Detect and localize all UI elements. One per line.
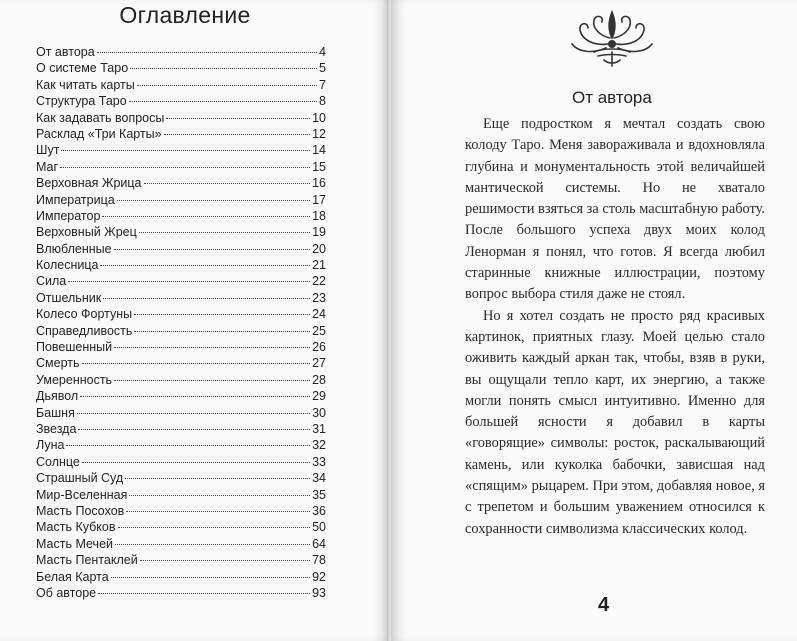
toc-entry [36,454,326,470]
toc-entry-label: Сила [36,274,67,289]
toc-entry-page: 12 [312,126,326,141]
toc-entry-label: Колесо Фортуны [36,307,133,322]
toc-entry-page: 27 [312,356,326,371]
toc-entry-page: 35 [312,487,326,502]
toc-dot-leader [118,527,311,528]
toc-entry-label: Император [36,208,101,223]
toc-dot-leader [103,298,310,299]
toc-dot-leader [114,380,310,381]
toc-entry-label: От автора [36,45,95,59]
toc-entry-page: 20 [312,241,326,256]
toc-entry [36,93,326,109]
toc-entry-page: 92 [312,569,326,584]
toc-dot-leader [137,85,317,86]
toc-entry [36,175,326,191]
toc-dot-leader [125,478,310,479]
toc-dot-leader [80,396,310,397]
toc-dot-leader [82,363,311,364]
toc-entry-label: Маг [36,159,59,174]
toc-entry-page: 36 [312,503,326,518]
toc-entry-page: 28 [312,372,326,387]
toc-entry [36,77,326,93]
toc-entry-page: 8 [319,94,326,109]
toc-entry [36,552,326,568]
toc-entry-label: Императрица [36,192,115,207]
toc-entry-page: 4 [319,45,326,59]
toc-dot-leader [129,495,310,496]
toc-entry-page: 15 [312,159,326,174]
body-text [465,114,765,540]
left-page [0,0,388,641]
toc-entry [36,290,326,306]
section-title: От автора [572,88,652,107]
toc-entry [36,421,326,437]
toc-dot-leader [97,52,317,53]
toc-entry [36,323,326,339]
toc-dot-leader [117,200,310,201]
toc-entry-label: Луна [36,438,65,453]
toc-entry-page: 50 [312,520,326,535]
toc-entry-page: 93 [312,585,326,600]
paragraph-1: Еще подростком я мечтал создать свою колоду Таро. Меня завораживала и вдохновляла глубина и монументальность этой величайшей мантической системы. Но не хватало решимости взяться за столь масштабную работу. После большого успеха двух моих колод Ленорман я понял, что готов. Я всегда любил старинные книжные иллюстрации, поэтому вопрос выбора стиля даже не стоял. [465,116,765,303]
paragraph-2: Но я хотел создать не просто ряд красивых картинок, приятных глазу. Моей целью стало оживить каждый аркан так, чтобы, взяв в руки, вы ощущали тепло карт, их энергию, а также могли понять смысл интуитивно. Именно для большей ясности я добавил в карты «говорящие» символы: росток, раскалывающий камень, или куколка бабочки, зависшая над «спящим» рыцарем. При этом, добавляя новое, я с трепетом и большим уважением относился к сохранности символизма классических колод. [465,307,765,537]
toc-entry-label: Солнце [36,454,80,469]
toc-entry [36,126,326,142]
toc-entry-page: 29 [312,389,326,404]
toc-dot-leader [102,216,310,217]
toc-entry-label: Масть Пентаклей [36,553,138,568]
toc-entry [36,437,326,453]
toc-entry [36,503,326,519]
toc-dot-leader [114,249,311,250]
toc-entry [36,110,326,126]
toc-entry-page: 24 [312,307,326,322]
toc-entry-label: Башня [36,405,75,420]
toc-entry-page: 64 [312,536,326,551]
toc-entry-page: 10 [312,110,326,125]
toc-entry-label: Смерть [36,356,80,371]
toc-dot-leader [129,101,317,102]
toc-entry-page: 78 [312,553,326,568]
toc-dot-leader [61,150,310,151]
toc-entry-label: Структура Таро [36,94,127,109]
toc-dot-leader [134,331,310,332]
toc-entry-label: Дьявол [36,389,79,404]
toc-dot-leader [100,265,310,266]
toc-dot-leader [60,167,310,168]
toc-entry [36,339,326,355]
toc-entry [36,257,326,273]
toc-entry [36,487,326,503]
toc-entry-label: Звезда [36,421,77,436]
toc-dot-leader [111,577,310,578]
toc-entry-label: Влюбленные [36,241,112,256]
toc-entry-page: 26 [312,340,326,355]
toc-entry-label: Масть Кубков [36,520,116,535]
toc-entry-page: 23 [312,290,326,305]
toc-dot-leader [166,118,310,119]
toc-entry-label: Белая Карта [36,569,109,584]
toc-entry [36,306,326,322]
toc-entry-page: 5 [319,61,326,76]
toc-entry-label: Повешенный [36,340,113,355]
toc-entry [36,44,326,60]
toc-entry [36,192,326,208]
toc-entry-page: 31 [312,421,326,436]
toc-dot-leader [82,462,310,463]
toc-entry-page: 34 [312,471,326,486]
toc-entry-page: 7 [319,77,326,92]
toc-entry-page: 19 [312,225,326,240]
toc-entry [36,372,326,388]
toc-entry-label: Умеренность [36,372,113,387]
toc-entry-page: 22 [312,274,326,289]
toc-dot-leader [98,593,310,594]
toc-entry-page: 25 [312,323,326,338]
toc-dot-leader [77,413,310,414]
toc-entry [36,585,326,601]
toc-dot-leader [164,134,310,135]
toc-entry-label: Расклад «Три Карты» [36,126,162,141]
toc-entry-page: 21 [312,258,326,273]
toc-entry [36,470,326,486]
toc-entry-page: 17 [312,192,326,207]
toc-dot-leader [114,347,310,348]
toc-dot-leader [126,511,310,512]
toc-dot-leader [66,445,310,446]
toc-entry-page: 32 [312,438,326,453]
toc-entry-page: 18 [312,208,326,223]
toc-entry-page: 33 [312,454,326,469]
toc-entry [36,159,326,175]
toc-entry-label: Справедливость [36,323,133,338]
toc-entry-label: Масть Посохов [36,503,125,518]
toc-entry [36,208,326,224]
toc-entry-label: Отшельник [36,290,102,305]
toc-entry-label: Как читать карты [36,77,135,92]
toc-entry [36,273,326,289]
toc-dot-leader [144,183,311,184]
toc-entry [36,536,326,552]
toc-entry [36,569,326,585]
toc-entry-label: Верховный Жрец [36,225,137,240]
page-number: 4 [598,594,610,616]
toc-entry-label: О системе Таро [36,61,129,76]
toc-entry-label: Мир-Вселенная [36,487,128,502]
toc-entry-page: 14 [312,143,326,158]
toc-entry-label: Об авторе [36,585,97,600]
toc-entry-label: Масть Мечей [36,536,114,551]
toc-entry [36,142,326,158]
toc-entry [36,60,326,76]
toc-entry [36,241,326,257]
toc-entry [36,388,326,404]
fleur-ornament-icon [564,8,660,70]
right-page [392,0,797,641]
toc-entry-label: Страшный Суд [36,471,124,486]
toc-entry-page: 30 [312,405,326,420]
toc-dot-leader [139,232,310,233]
toc-entry-label: Колесница [36,258,99,273]
toc-dot-leader [140,560,310,561]
toc-entry-label: Как задавать вопросы [36,110,165,125]
toc-dot-leader [134,314,310,315]
toc-entry [36,355,326,371]
toc-entry [36,405,326,421]
toc-entry-label: Верховная Жрица [36,176,142,191]
toc-title: Оглавление [119,2,251,28]
toc-entry [36,519,326,535]
toc-entry [36,224,326,240]
toc-entry-page: 16 [312,176,326,191]
toc-dot-leader [68,281,310,282]
toc-dot-leader [130,68,317,69]
toc-dot-leader [115,544,310,545]
toc-list [36,44,326,601]
toc-dot-leader [78,429,310,430]
toc-entry-label: Шут [36,143,60,158]
